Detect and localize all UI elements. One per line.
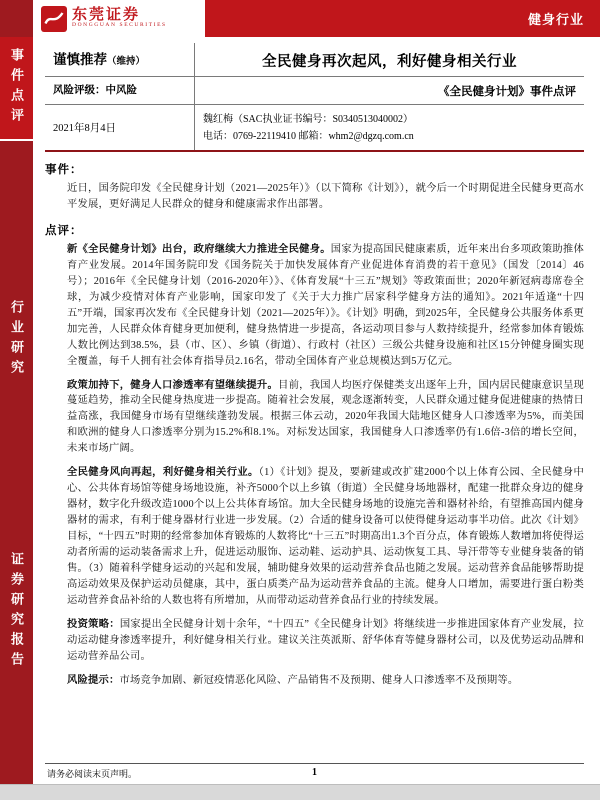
event-heading: 事件：	[45, 164, 83, 176]
investment-strategy-paragraph	[45, 617, 584, 665]
viewer-bottom-strip	[0, 784, 600, 800]
comment-paragraph-industry	[45, 465, 584, 609]
comment-paragraph-penetration	[45, 378, 584, 458]
sidebar-industry-research-label: 行业研究	[9, 300, 24, 380]
paragraph-lead: 新《全民健身计划》出台，政府继续大力推进全民健身。	[67, 243, 331, 255]
paragraph-lead: 全民健身风向再起，利好健身相关行业。	[67, 467, 259, 479]
paragraph-lead: 投资策略：	[67, 618, 120, 630]
rating-suffix: （维持）	[107, 57, 146, 67]
sidebar-industry-research	[0, 300, 33, 380]
analyst-contact: 电话：0769-22119410 邮箱：whm2@dgzq.com.cn	[203, 131, 414, 142]
paragraph-lead: 风险提示：	[67, 674, 120, 686]
sidebar-report-type-badge	[0, 37, 33, 141]
sidebar-securities-research-label: 证券研究报告	[9, 552, 24, 672]
sidebar-report-type-label: 事件点评	[9, 48, 24, 128]
page-number: 1	[312, 767, 317, 778]
report-subtitle: 《全民健身计划》事件点评	[195, 77, 584, 105]
brand-logo-icon	[41, 6, 67, 32]
main-column	[33, 0, 600, 784]
risk-warning-paragraph	[45, 673, 584, 689]
comment-heading: 点评：	[45, 224, 83, 237]
event-paragraph: 近日，国务院印发《全民健身计划（2021—2025年）》（以下简称《计划》），就今后一个时期促进全民健身更高水平发展，更好满足人民群众的健身和健康需求作出部署。	[67, 183, 584, 210]
report-date: 2021年8月4日	[45, 105, 195, 150]
summary-header	[45, 43, 584, 150]
paragraph-lead: 政策加持下，健身人口渗透率有望继续提升。	[67, 379, 279, 391]
analyst-name-certificate: 魏红梅（SAC执业证书编号：S0340513040002）	[203, 114, 414, 125]
header-industry-bar	[205, 0, 600, 37]
brand-text	[72, 8, 167, 30]
paragraph-body: 国家提出全民健身计划十余年，“十四五”《全民健身计划》将继续进一步推进国家体育产业发展，拉动运动健身渗透率提升，利好健身相关行业。建议关注英派斯、舒华体育等健身器材公司，以及优势运动品牌和运动营养品公司。	[67, 618, 585, 662]
comment-paragraph-policy	[45, 242, 584, 370]
sidebar	[0, 0, 33, 784]
page-footer	[45, 763, 584, 784]
industry-label: 健身行业	[527, 12, 584, 27]
risk-rating: 风险评级：中风险	[45, 77, 195, 105]
sidebar-securities-research	[0, 552, 33, 672]
rating-cell	[45, 43, 195, 77]
brand-name-cn: 东莞证券	[72, 6, 141, 23]
top-header	[33, 0, 600, 37]
rating-label: 谨慎推荐	[53, 52, 107, 67]
report-title: 全民健身再次起风，利好健身相关行业	[195, 43, 584, 77]
footer-disclaimer: 请务必阅读末页声明。	[47, 769, 138, 779]
brand-name-en: DONGGUAN SECURITIES	[72, 22, 167, 29]
paragraph-body: 市场竞争加剧、新冠疫情恶化风险、产品销售不及预期、健身人口渗透率不及预期等。	[119, 674, 519, 686]
paragraph-body: 国家为提高国民健康素质，近年来出台多项政策助推体育产业发展。2014年国务院印发《国务院关于加快发展体育产业促进体育消费的若干意见》（国发〔2014〕46号）；2016年《全民健身计划（2016-2020年）》、《体育发展“十三五”规划》等政策面世；2020年新冠病毒席卷全球，为减少疫情对体育产业影响，国家印发了《关于大力推广居家科学健身方法的通知》。2021年适逢“十四五”开端，国家再次发布《全民健身计划（2021—2025年）》。《计划》明确，到2025年，全民健身公共服务体系更加完善，人民群众体育健身更加便利，健身热情进一步提高，各运动项目参与人数持续提升，经常参加体育锻炼人数比例达到38.5%，县（市、区）、乡镇（街道）、行政村（社区）三级公共健身设施和社区15分钟健身圈实现全覆盖，每千人拥有社会体育指导员2.16名，带动全国体育产业总规模达到5万亿元。	[67, 243, 584, 367]
paragraph-body: （1）《计划》提及，要新建或改扩建2000个以上体育公园、全民健身中心、公共体育场馆等健身场地设施，补齐5000个以上乡镇（街道）全民健身场地器材，配建一批群众身边的健身器材，数字化升级改造1000个以上公共体育场馆。加大全民健身场地的设施完善和器材补给，有望推高国内健身器材的需求，有利于健身器材行业进一步发展。（2）合适的健身设备可以使得健身运动事半功倍。此次《计划》目标，“十四五”时期的经常参加体育锻炼的人数将比“十三五”时期高出1.3个百分点，体育锻炼人数增加将使得运动者所需的运动装备需求上升，促进运动服饰、运动鞋、运动护具、运动恢复工具、导汗带等专业健身装备的销售。（3）随着科学健身运动的兴起和发展，辅助健身效果的运动营养食品也随之发展。运动营养食品能够帮助提高运动效果及保护运动员健康，其中，蛋白质类产品为运动营养食品的主流。健身人口增加，需要进行蛋白粉类运动营养食品补给的人数也将有所增加，从而带动运动营养食品行业的持续发展。	[67, 467, 584, 606]
report-content	[33, 37, 600, 763]
paragraph-body: 目前，我国人均医疗保健类支出逐年上升，国内居民健康意识呈现蔓延趋势，推动全民健身热度进一步提高。随着社会发展，观念逐渐转变，人民群众通过健身促进健康的热情日益高涨，我国健身市场有望继续蓬勃发展。根据三体云动，2020年我国大陆地区健身人口渗透率为5%，而美国和欧洲的健身人口渗透率分别为15.2%和8.1%。对标发达国家，我国健身人口渗透率仍有1.6倍-3倍的增长空间，未来市场广阔。	[67, 379, 584, 455]
brand	[33, 0, 205, 37]
analyst-info	[195, 105, 584, 150]
header-divider	[45, 150, 584, 152]
